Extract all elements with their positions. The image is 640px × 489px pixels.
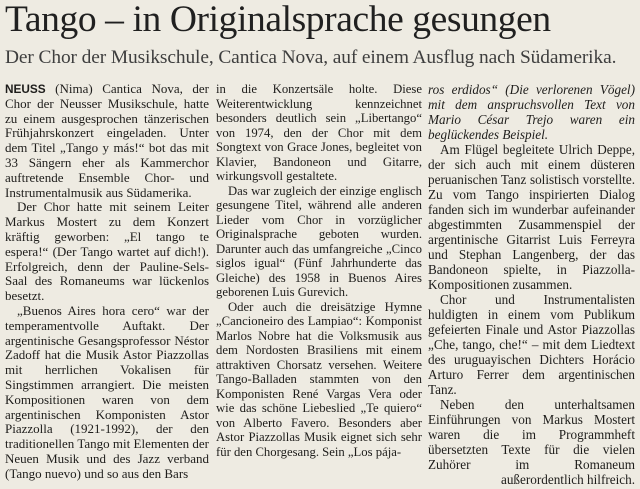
- paragraph-7: Chor und Instrumentalisten huldigten in einem vom Publikum gefeierten Finale und Astor Piazzollas „Che, tango, che!“ – mit dem Liedtext des uruguayischen Dichters Horácio Arturo Ferrer dem argentinischen Tanz.: [428, 292, 635, 397]
- paragraph-8: Neben den unterhaltsamen Einführungen von Markus Mostert waren die im Programmheft übersetzten Texte für die vielen Zuhörer im Romaneum außerordentlich hilfreich.: [428, 397, 635, 487]
- article-column-1: [5, 82, 209, 482]
- article-column-2: [216, 82, 422, 459]
- paragraph-5-continued: ros erdidos“ (Die verlorenen Vögel) mit dem anspruchsvollen Text von Mario César Trejo waren ein beglückendes Beispiel.: [428, 82, 635, 142]
- paragraph-6: Am Flügel begleitete Ulrich Deppe, der sich auch mit einem düsteren peruanischen Tanz solistisch vorstellte. Zu vom Tango inspirierten Dialog fanden sich im wunderbar aufeinander abgestimmten Zusammenspiel der argentinische Gitarrist Luis Ferreyra und Stephan Langenberg, der das Bandoneon spielte, in Piazzolla-Kompositionen zusammen.: [428, 142, 635, 292]
- paragraph-intro: [5, 82, 209, 200]
- paragraph-3: „Buenos Aires hora cero“ war der temperamentvolle Auftakt. Der argentinische Gesangsprofessor Néstor Zadoff hat die Musik Astor Piazzollas mit herrlichen Vokalisen für Singstimmen arrangiert. Die meisten Kompositionen waren von dem argentinischen Komponisten Astor Piazzolla (1921-1992), der den traditionellen Tango mit Elementen der Neuen Musik und des Jazz verband (Tango nuevo) und so aus den Bars: [5, 302, 209, 481]
- article-column-3: [428, 82, 635, 487]
- paragraph-2: Der Chor hatte mit seinem Leiter Markus Mostert zu dem Konzert kräftig geworben: „El tango te espera!“ (Der Tango wartet auf dich!). Erfolgreich, denn der Pauline-Sels-Saal des Romaneums war lückenlos besetzt.: [5, 199, 209, 304]
- paragraph-5: Oder auch die dreisätzige Hymne „Cancioneiro des Lampiao“: Komponist Marlos Nobre hat die Volksmusik aus dem Nordosten Brasiliens mit einem attraktiven Chorsatz versehen. Weitere Tango-Balladen stammten von den Komponisten René Vargas Vera oder wie das schöne Liebeslied „Te quiero“ von Alberto Favero. Besonders aber Astor Piazzollas Musik eignet sich sehr für den Chorgesang. Sein „Los pája-: [216, 299, 422, 459]
- subheadline: Der Chor der Musikschule, Cantica Nova, auf einem Ausflug nach Südamerika.: [5, 47, 617, 68]
- headline: Tango – in Originalsprache gesungen: [5, 0, 551, 40]
- paragraph-3-continued: in die Konzertsäle holte. Diese Weiterentwicklung kennzeichnet besonders deutlich sein „Libertango“ von 1974, den der Chor mit dem Songtext von Grace Jones, begleitet von Klavier, Bandoneon und Gitarre, wirkungsvoll gestaltete.: [216, 82, 422, 183]
- intro-text: (Nima) Cantica Nova, der Chor der Neusser Musikschule, hatte zu einem ausgesprochen tänzerischen Frühjahrskonzert eingeladen. Unter dem Titel „Tango y más!“ bot das mit 33 Sängern eher als Kammerchor auftretende Ensemble Chor- und Instrumentalmusik aus Südamerika.: [5, 81, 209, 200]
- paragraph-4: Das war zugleich der einzige englisch gesungene Titel, während alle anderen Lieder vom Chor in vorzüglicher Originalsprache geboten wurden. Darunter auch das umfangreiche „Cinco siglos igual“ (Fünf Jahrhunderte das Gleiche) des 1958 in Buenos Aires geborenen Luis Gurevich.: [216, 183, 422, 299]
- dateline: NEUSS: [5, 82, 46, 96]
